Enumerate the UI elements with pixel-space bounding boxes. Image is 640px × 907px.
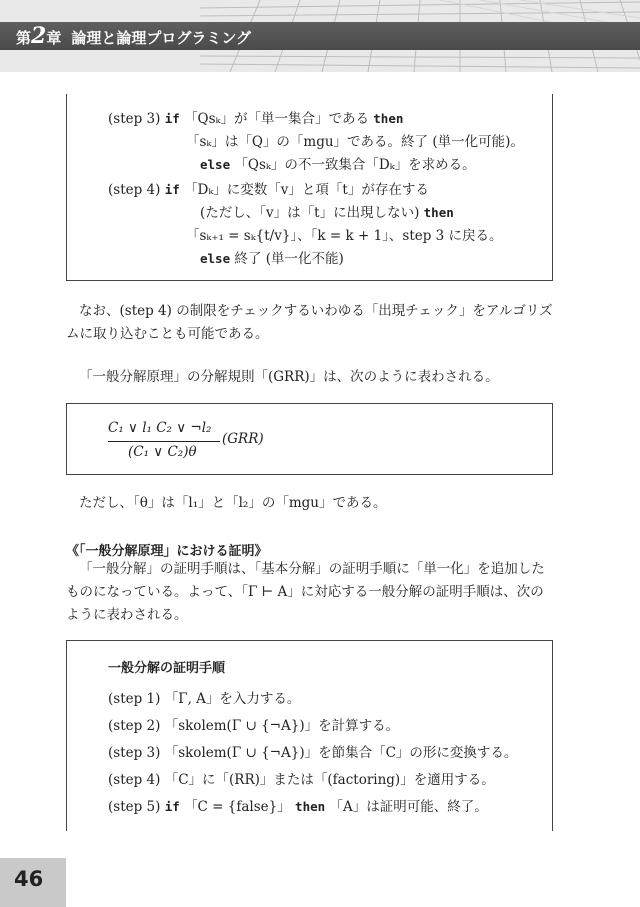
rule-conclusion: (C₁ ∨ C₂)θ bbox=[128, 444, 197, 460]
step-text: 「Γ, A」を入力する。 bbox=[164, 691, 301, 707]
else-keyword: else bbox=[200, 157, 231, 172]
step-label: (step 3) bbox=[108, 745, 161, 761]
step4-result-line: 「sₖ₊₁ = sₖ{t/v}」、「k = k + 1」、step 3 に戻る。 bbox=[186, 228, 503, 244]
chapter-subtitle: 論理と論理プログラミング bbox=[71, 29, 252, 47]
step4-label: (step 4) bbox=[108, 182, 161, 198]
paragraph-line: 「一般分解」の証明手順は、「基本分解」の証明手順に「単一化」を追加した bbox=[79, 561, 545, 577]
section-heading: 《「一般分解原理」における証明》 bbox=[66, 544, 268, 559]
proc-step3 bbox=[108, 744, 517, 762]
then-keyword: then bbox=[373, 111, 404, 126]
chapter-suffix: 章 bbox=[46, 29, 62, 47]
step4-line bbox=[108, 181, 429, 199]
proc-step4 bbox=[108, 771, 495, 789]
step-text: 「skolem(Γ ∪ {¬A})」を計算する。 bbox=[164, 718, 400, 734]
if-keyword: if bbox=[164, 799, 180, 814]
chapter-prefix: 第 bbox=[16, 29, 32, 47]
step-label: (step 5) bbox=[108, 799, 161, 815]
rule-name: (GRR) bbox=[222, 431, 264, 447]
page-number: 46 bbox=[14, 867, 44, 891]
step5-result: 「A」は証明可能、終了。 bbox=[329, 799, 488, 815]
then-keyword: then bbox=[295, 799, 326, 814]
paragraph-theta-note: ただし、「θ」は「l₁」と「l₂」の「mgu」である。 bbox=[79, 495, 387, 511]
chapter-number: 2 bbox=[31, 23, 47, 49]
rule-premises: C₁ ∨ l₁ C₂ ∨ ¬l₂ bbox=[108, 420, 212, 436]
paragraph-line: ものになっている。よって、「Γ ⊢ A」に対応する一般分解の証明手順は、次の bbox=[66, 584, 544, 600]
step4-note: (ただし、「v」は「t」に出現しない) bbox=[200, 205, 420, 221]
paragraph-grr-intro: 「一般分解原理」の分解規則「(GRR)」は、次のように表わされる。 bbox=[79, 369, 499, 385]
step3-line bbox=[108, 110, 403, 128]
step3-condition: 「Qsₖ」が「単一集合」である bbox=[184, 111, 369, 127]
if-keyword: if bbox=[164, 182, 180, 197]
step3-result-line: 「sₖ」は「Q」の「mgu」である。終了 (単一化可能)。 bbox=[186, 134, 524, 150]
chapter-title bbox=[16, 22, 251, 50]
step-label: (step 1) bbox=[108, 691, 161, 707]
paragraph-line: ように表わされる。 bbox=[66, 607, 188, 623]
chapter-header bbox=[0, 0, 640, 72]
if-keyword: if bbox=[164, 111, 180, 126]
fraction-bar bbox=[108, 441, 220, 442]
proc-step1 bbox=[108, 690, 300, 708]
step-label: (step 4) bbox=[108, 772, 161, 788]
step4-condition: 「Dₖ」に変数「v」と項「t」が存在する bbox=[184, 182, 429, 198]
paragraph-general-resolution bbox=[66, 558, 556, 627]
step3-else-text: 「Qsₖ」の不一致集合「Dₖ」を求める。 bbox=[234, 157, 476, 173]
rule-box bbox=[66, 403, 553, 475]
proc-step5 bbox=[108, 798, 488, 816]
else-keyword: else bbox=[200, 251, 231, 266]
paragraph-line: ムに取り込むことも可能である。 bbox=[66, 326, 269, 342]
step5-condition: 「C = {false}」 bbox=[184, 799, 291, 815]
paragraph-occurs-check bbox=[66, 300, 556, 346]
step-text: 「skolem(Γ ∪ {¬A})」を節集合「C」の形に変換する。 bbox=[164, 745, 518, 761]
paragraph-line: なお、(step 4) の制限をチェックするいわゆる「出現チェック」をアルゴリズ bbox=[79, 303, 553, 319]
procedure-title: 一般分解の証明手順 bbox=[108, 661, 226, 676]
step-text: 「C」に「(RR)」または「(factoring)」を適用する。 bbox=[164, 772, 495, 788]
step4-note-line bbox=[200, 204, 454, 222]
step3-else-line bbox=[200, 156, 476, 174]
step4-else-line bbox=[200, 250, 344, 268]
step4-else-text: 終了 (単一化不能) bbox=[234, 251, 344, 267]
step3-label: (step 3) bbox=[108, 111, 161, 127]
step-label: (step 2) bbox=[108, 718, 161, 734]
then-keyword: then bbox=[423, 205, 454, 220]
proc-step2 bbox=[108, 717, 399, 735]
